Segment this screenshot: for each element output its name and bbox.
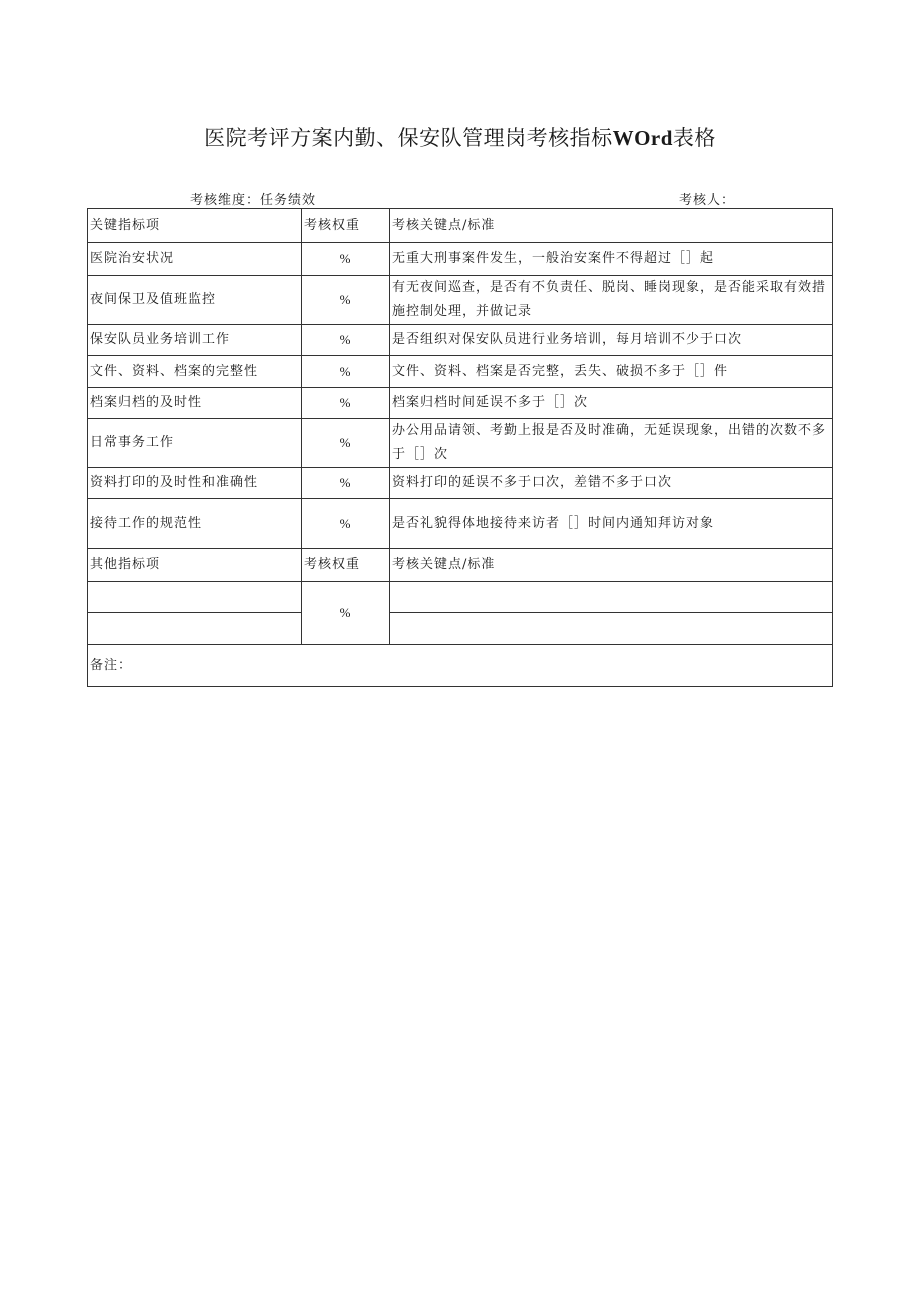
row-weight: % (302, 276, 390, 325)
header-standard: 考核关键点/标准 (390, 209, 833, 243)
page-title (0, 122, 920, 152)
table-row (88, 468, 833, 499)
other-header-item: 其他指标项 (88, 549, 302, 582)
other-row (88, 613, 833, 645)
row-item: 保安队员业务培训工作 (88, 325, 302, 356)
row-item: 医院治安状况 (88, 243, 302, 276)
table-row (88, 325, 833, 356)
other-header-weight: 考核权重 (302, 549, 390, 582)
row-item: 档案归档的及时性 (88, 388, 302, 419)
row-item: 资料打印的及时性和准确性 (88, 468, 302, 499)
table-row (88, 243, 833, 276)
row-standard: 是否组织对保安队员进行业务培训，每月培训不少于口次 (390, 325, 833, 356)
remarks: 备注： (88, 645, 833, 687)
assessment-dimension: 考核维度：任务绩效 (190, 193, 317, 208)
other-header-standard: 考核关键点/标准 (390, 549, 833, 582)
row-standard: 是否礼貌得体地接待来访者［］时间内通知拜访对象 (390, 499, 833, 549)
title-suffix: 表格 (672, 126, 716, 150)
table-row (88, 276, 833, 325)
row-standard: 办公用品请领、考勤上报是否及时准确，无延误现象，出错的次数不多于［］次 (390, 419, 833, 468)
row-item: 文件、资料、档案的完整性 (88, 356, 302, 388)
row-weight: % (302, 468, 390, 499)
row-weight: % (302, 325, 390, 356)
other-weight: % (302, 582, 390, 645)
row-weight: % (302, 499, 390, 549)
table-row (88, 419, 833, 468)
other-item-cell (88, 582, 302, 613)
other-standard-cell (390, 613, 833, 645)
title-main: 医院考评方案内勤、保安队管理岗考核指标 (204, 126, 613, 150)
header-weight: 考核权重 (302, 209, 390, 243)
row-weight: % (302, 356, 390, 388)
row-weight: % (302, 243, 390, 276)
table-row (88, 356, 833, 388)
header-item: 关键指标项 (88, 209, 302, 243)
row-standard: 无重大刑事案件发生，一般治安案件不得超过［］起 (390, 243, 833, 276)
row-standard: 档案归档时间延误不多于［］次 (390, 388, 833, 419)
table-header-row (88, 209, 833, 243)
row-standard: 资料打印的延误不多于口次，差错不多于口次 (390, 468, 833, 499)
table-row (88, 499, 833, 549)
row-weight: % (302, 419, 390, 468)
other-row (88, 582, 833, 613)
row-item: 接待工作的规范性 (88, 499, 302, 549)
assessor-label: 考核人： (679, 193, 736, 208)
table-row (88, 388, 833, 419)
title-word: WOrd (612, 126, 673, 150)
row-standard: 文件、资料、档案是否完整，丢失、破损不多于［］件 (390, 356, 833, 388)
row-standard: 有无夜间巡查，是否有不负责任、脱岗、睡岗现象，是否能采取有效措施控制处理，并做记录 (390, 276, 833, 325)
other-item-cell (88, 613, 302, 645)
kpi-table (87, 208, 833, 687)
other-header-row (88, 549, 833, 582)
remarks-row (88, 645, 833, 687)
other-standard-cell (390, 582, 833, 613)
row-weight: % (302, 388, 390, 419)
row-item: 日常事务工作 (88, 419, 302, 468)
row-item: 夜间保卫及值班监控 (88, 276, 302, 325)
